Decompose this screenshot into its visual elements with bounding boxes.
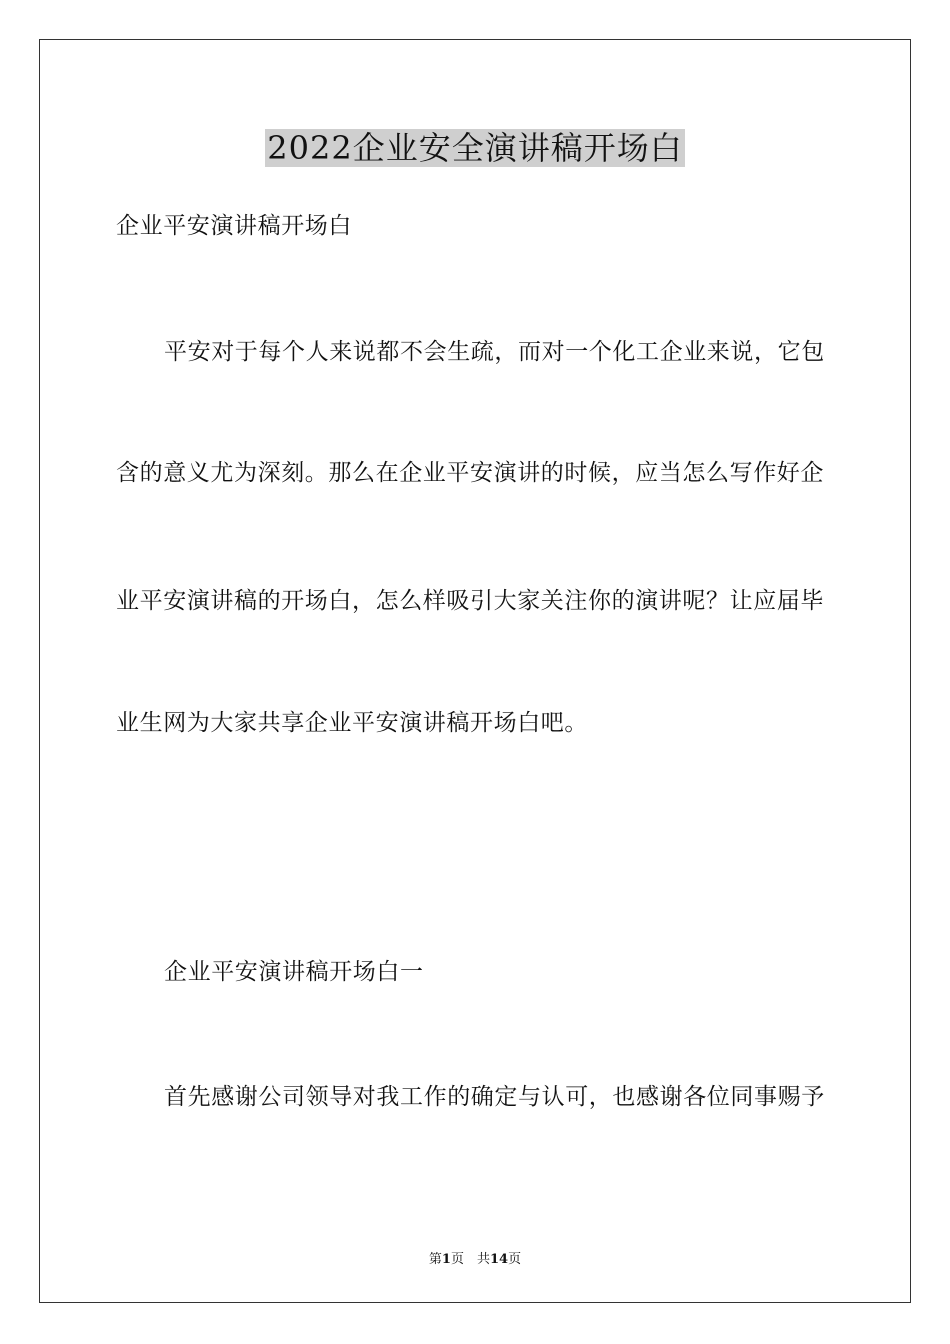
document-title-container xyxy=(0,126,950,170)
paragraph1-line1: 平安对于每个人来说都不会生疏，而对一个化工企业来说，它包 xyxy=(164,339,825,365)
footer-suffix: 页 xyxy=(508,1252,522,1267)
paragraph2-line1: 首先感谢公司领导对我工作的确定与认可，也感谢各位同事赐予 xyxy=(164,1084,825,1110)
footer-mid: 页 共 xyxy=(450,1252,490,1267)
document-title: 2022企业安全演讲稿开场白 xyxy=(267,129,683,167)
section-heading: 企业平安演讲稿开场白一 xyxy=(164,959,424,985)
footer-prefix: 第 xyxy=(428,1252,442,1267)
paragraph1-line2: 含的意义尤为深刻。那么在企业平安演讲的时候，应当怎么写作好企 xyxy=(116,460,824,486)
paragraph1-line4: 业生网为大家共享企业平安演讲稿开场白吧。 xyxy=(116,710,588,736)
footer-current-page: 1 xyxy=(441,1252,451,1267)
document-subtitle: 企业平安演讲稿开场白 xyxy=(116,213,352,239)
paragraph1-line3: 业平安演讲稿的开场白，怎么样吸引大家关注你的演讲呢？让应届毕 xyxy=(116,588,824,614)
page-footer xyxy=(0,1248,950,1267)
footer-total-pages: 14 xyxy=(489,1252,509,1267)
